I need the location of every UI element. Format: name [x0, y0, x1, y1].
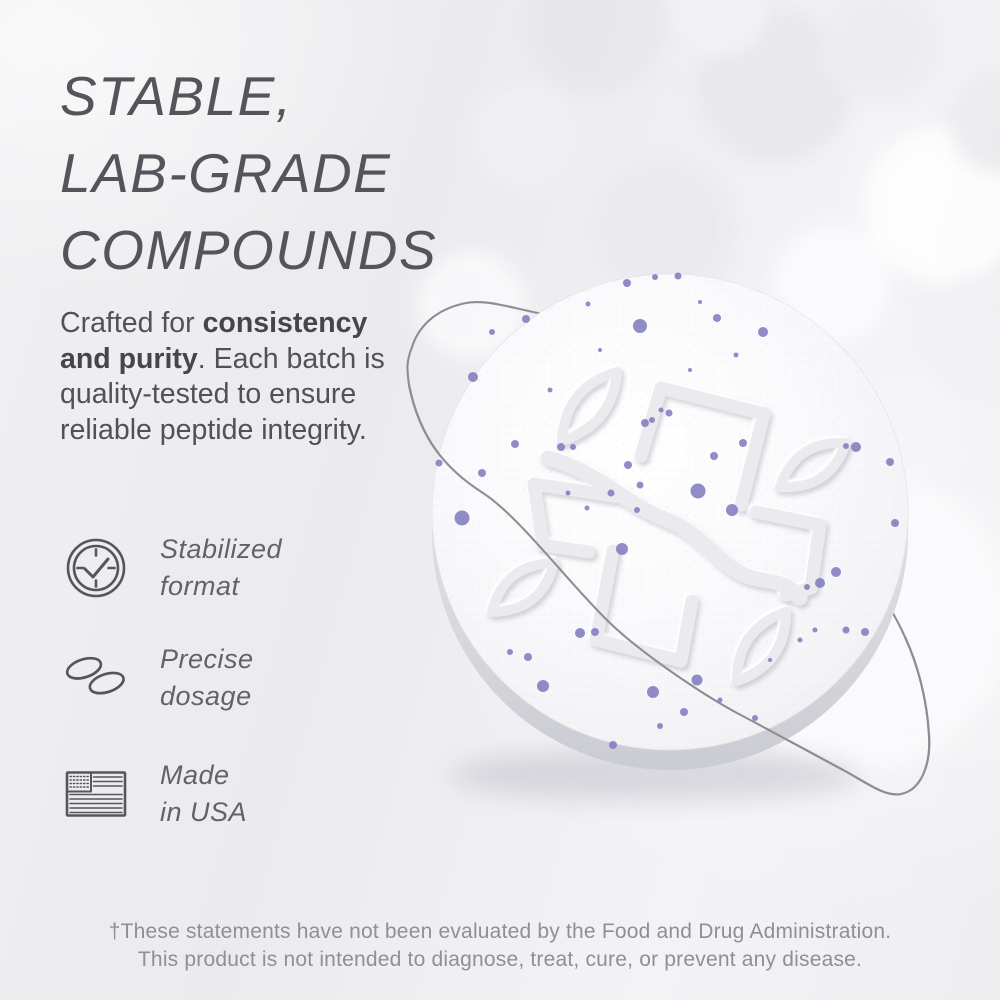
usa-flag-icon [65, 770, 127, 818]
feature-label-line: in USA [160, 797, 248, 827]
feature-label-line: Precise [160, 644, 254, 674]
headline-line-1: STABLE, [60, 65, 293, 127]
headline [60, 58, 437, 289]
feature-label-line: dosage [160, 681, 252, 711]
pills-icon [63, 648, 129, 708]
feature-precise-dosage [60, 641, 254, 715]
headline-line-3: COMPOUNDS [60, 219, 438, 281]
feature-label-line: format [160, 571, 240, 601]
tablet-texture [432, 274, 908, 750]
clock-check-icon [64, 536, 128, 600]
fda-disclaimer [0, 918, 1000, 974]
disclaimer-line-1: †These statements have not been evaluated by the Food and Drug Administration. [108, 920, 892, 943]
feature-stabilized-format [60, 531, 282, 605]
headline-line-2: LAB-GRADE [60, 142, 392, 204]
disclaimer-line-2: This product is not intended to diagnose, treat, cure, or prevent any disease. [137, 948, 863, 971]
feature-label-line: Stabilized [160, 534, 283, 564]
feature-made-in-usa [60, 757, 247, 831]
description-paragraph: Crafted for consistency and purity. Each batch is quality-tested to ensure reliable peptide integrity. [60, 307, 385, 446]
feature-label-line: Made [160, 760, 230, 790]
